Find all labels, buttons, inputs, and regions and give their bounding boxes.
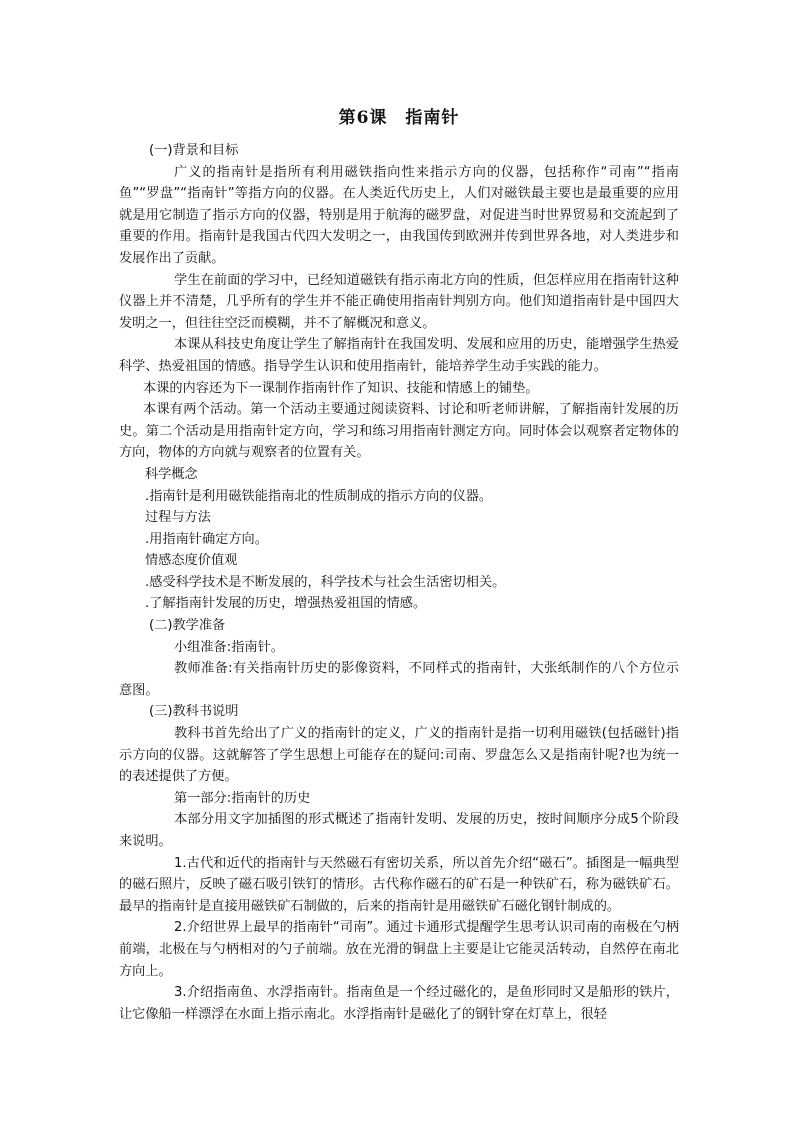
section-heading-preparation: (二)教学准备	[149, 618, 226, 634]
section-heading-textbook: (三)教科书说明	[149, 704, 239, 720]
subheading-process-method: 过程与方法	[145, 510, 211, 526]
paragraph-lesson-goal: 本课从科技史角度让学生了解指南针在我国发明、发展和应用的历史，能增强学生热爱科学、热爱祖国的情感。指导学生认识和使用指南针，能培养学生动手实践的能力。	[119, 337, 679, 374]
list-item: .了解指南针发展的历史，增强热爱祖国的情感。	[145, 596, 427, 612]
paragraph-teacher-prep: 教师准备:有关指南针历史的影像资料，不同样式的指南针，大张纸制作的八个方位示意图。	[119, 661, 679, 698]
subheading-part-one: 第一部分:指南针的历史	[174, 790, 311, 806]
paragraph-textbook-definition: 教科书首先给出了广义的指南针的定义，广义的指南针是指一切利用磁铁(包括磁针)指示方向的仪器。这就解答了学生思想上可能存在的疑问:司南、罗盘怎么又是指南针呢?也为统一的表述提供了方便。	[119, 726, 679, 785]
numbered-paragraph-sinan: 2.介绍世界上最早的指南针“司南”。通过卡通形式提醒学生思考认识司南的南极在勺柄前端，北极在与勺柄相对的勺子前端。放在光滑的铜盘上主要是让它能灵活转动，自然停在南北方向上。	[119, 920, 679, 979]
paragraph-group-prep: 小组准备:指南针。	[174, 639, 284, 655]
paragraph-students: 学生在前面的学习中，已经知道磁铁有指示南北方向的性质，但怎样应用在指南针这种仪器上并不清楚，几乎所有的学生并不能正确使用指南针判别方向。他们知道指南针是中国四大发明之一，但往往空泛而模糊，并不了解概况和意义。	[119, 272, 679, 331]
section-heading-background: (一)背景和目标	[149, 143, 239, 158]
paragraph-part-one-overview: 本部分用文字加插图的形式概述了指南针发明、发展的历史，按时间顺序分成5个阶段来说明。	[119, 812, 679, 849]
numbered-paragraph-compass-fish: 3.介绍指南鱼、水浮指南针。指南鱼是一个经过磁化的，是鱼形同时又是船形的铁片，让它像船一样漂浮在水面上指示南北。水浮指南针是磁化了的钢针穿在灯草上，很轻	[119, 985, 679, 1022]
paragraph-foundation: 本课的内容还为下一课制作指南针作了知识、技能和情感上的铺垫。	[143, 380, 539, 396]
list-item: .用指南针确定方向。	[145, 531, 268, 547]
subheading-science-concept: 科学概念	[145, 466, 198, 482]
numbered-paragraph-lodestone: 1.古代和近代的指南针与天然磁石有密切关系，所以首先介绍“磁石”。插图是一幅典型的磁石照片，反映了磁石吸引铁钉的情形。古代称作磁石的矿石是一种铁矿石，称为磁铁矿石。最早的指南针是直接用磁铁矿石制做的，后来的指南针是用磁铁矿石磁化钢针制成的。	[119, 855, 679, 914]
document-body	[119, 108, 679, 1025]
list-item: .指南针是利用磁铁能指南北的性质制成的指示方向的仪器。	[145, 488, 493, 504]
paragraph-activities: 本课有两个活动。第一个活动主要通过阅读资料、讨论和听老师讲解，了解指南针发展的历史。第二个活动是用指南针定方向，学习和练习用指南针测定方向。同时体会以观察者定物体的方向，物体的方向就与观察者的位置有关。	[119, 402, 679, 461]
list-item: .感受科学技术是不断发展的，科学技术与社会生活密切相关。	[145, 574, 506, 590]
page-title: 第6课 指南针	[338, 108, 460, 128]
paragraph-definition: 广义的指南针是指所有利用磁铁指向性来指示方向的仪器，包括称作“司南”“指南鱼”“罗盘”“指南针”等指方向的仪器。在人类近代历史上，人们对磁铁最主要也是最重要的应用就是用它制造了指示方向的仪器，特别是用于航海的磁罗盘，对促进当时世界贸易和交流起到了重要的作用。指南针是我国古代四大发明之一，由我国传到欧洲并传到世界各地，对人类进步和发展作出了贡献。	[119, 164, 679, 266]
subheading-attitude-values: 情感态度价值观	[145, 553, 238, 569]
